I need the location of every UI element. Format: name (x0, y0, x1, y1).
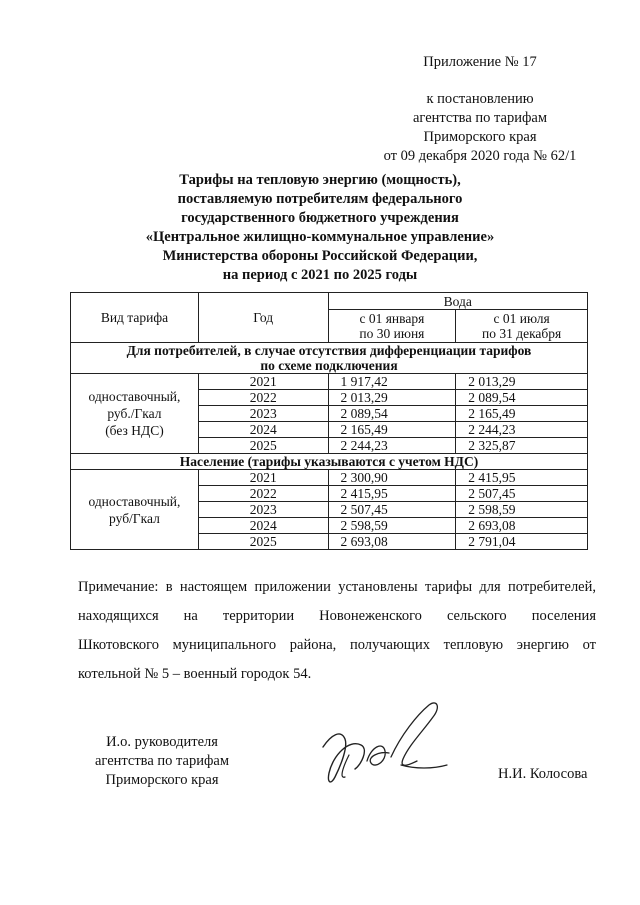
year-cell: 2025 (198, 438, 328, 454)
header-first-half-line: с 01 января (359, 311, 425, 326)
year-cell: 2022 (198, 390, 328, 406)
header-first-half-line: по 30 июня (359, 326, 425, 341)
header-year: Год (198, 293, 328, 343)
resolution-reference (360, 90, 600, 166)
second-half-value: 2 165,49 (456, 406, 588, 422)
title-line: поставляемую потребителям федерального (177, 191, 463, 207)
title-line: государственного бюджетного учреждения (181, 210, 459, 226)
first-half-value: 2 415,95 (328, 486, 456, 502)
year-cell: 2021 (198, 470, 328, 486)
title-line: «Центральное жилищно-коммунальное управление» (145, 229, 495, 245)
table-row (71, 470, 588, 486)
tariff-type-line: одноставочный, (88, 493, 181, 509)
section-heading-line: Население (тарифы указываются с учетом НДС) (179, 454, 479, 469)
header-second-half-line: с 01 июля (493, 311, 550, 326)
second-half-value: 2 013,29 (456, 374, 588, 390)
first-half-value: 2 300,90 (328, 470, 456, 486)
year-cell: 2024 (198, 518, 328, 534)
year-cell: 2025 (198, 534, 328, 550)
resolution-line: Приморского края (423, 129, 537, 145)
first-half-value: 2 013,29 (328, 390, 456, 406)
signatory-position-line: И.о. руководителя (106, 734, 218, 750)
year-cell: 2022 (198, 486, 328, 502)
section-heading (71, 454, 588, 470)
header-tariff-type: Вид тарифа (71, 293, 199, 343)
section-heading (71, 343, 588, 374)
title-line: Тарифы на тепловую энергию (мощность), (179, 172, 461, 188)
second-half-value: 2 325,87 (456, 438, 588, 454)
header-second-half-line: по 31 декабря (481, 326, 562, 341)
document-title (60, 171, 580, 285)
first-half-value: 2 089,54 (328, 406, 456, 422)
resolution-line: от 09 декабря 2020 года № 62/1 (383, 148, 577, 164)
header-water: Вода (328, 293, 587, 310)
year-cell: 2024 (198, 422, 328, 438)
appendix-number: Приложение № 17 (423, 54, 537, 70)
tariff-type-cell (71, 470, 199, 550)
resolution-line: агентства по тарифам (413, 110, 547, 126)
tariff-type-line: руб./Гкал (107, 406, 162, 421)
signatory-position-line: Приморского края (105, 772, 219, 788)
section-heading-line: по схеме подключения (260, 358, 398, 373)
note-line: Шкотовского муниципального района, получающих тепловую энергию от (78, 637, 596, 653)
title-line: на период с 2021 по 2025 годы (222, 267, 418, 283)
section-heading-line: Для потребителей, в случае отсутствия дифференциации тарифов (126, 343, 532, 358)
tariff-type-line: одноставочный, (88, 389, 181, 404)
first-half-value: 2 165,49 (328, 422, 456, 438)
note-line: Примечание: в настоящем приложении установлены тарифы для потребителей, (78, 579, 596, 595)
second-half-value: 2 244,23 (456, 422, 588, 438)
first-half-value: 2 598,59 (328, 518, 456, 534)
first-half-value: 1 917,42 (328, 374, 456, 390)
signatory-position (82, 733, 242, 790)
resolution-line: к постановлению (426, 91, 534, 107)
header-second-half (456, 310, 588, 343)
tariff-type-line: (без НДС) (105, 423, 164, 438)
first-half-value: 2 244,23 (328, 438, 456, 454)
note-line: котельной № 5 – военный городок 54. (78, 666, 312, 682)
year-cell: 2023 (198, 502, 328, 518)
year-cell: 2021 (198, 374, 328, 390)
second-half-value: 2 507,45 (456, 486, 588, 502)
tariff-table (70, 292, 588, 550)
table-row (71, 374, 588, 390)
note-paragraph (78, 573, 596, 689)
handwritten-signature (305, 695, 455, 805)
header-first-half (328, 310, 456, 343)
second-half-value: 2 598,59 (456, 502, 588, 518)
second-half-value: 2 791,04 (456, 534, 588, 550)
title-line: Министерства обороны Российской Федерации, (162, 248, 478, 264)
tariff-type-line: руб/Гкал (109, 510, 160, 526)
note-line: находящихся на территории Новонеженского сельского поселения (78, 608, 596, 624)
first-half-value: 2 693,08 (328, 534, 456, 550)
signatory-name: Н.И. Колосова (498, 766, 588, 782)
second-half-value: 2 089,54 (456, 390, 588, 406)
year-cell: 2023 (198, 406, 328, 422)
second-half-value: 2 693,08 (456, 518, 588, 534)
signatory-position-line: агентства по тарифам (95, 753, 229, 769)
second-half-value: 2 415,95 (456, 470, 588, 486)
first-half-value: 2 507,45 (328, 502, 456, 518)
tariff-type-cell (71, 374, 199, 454)
